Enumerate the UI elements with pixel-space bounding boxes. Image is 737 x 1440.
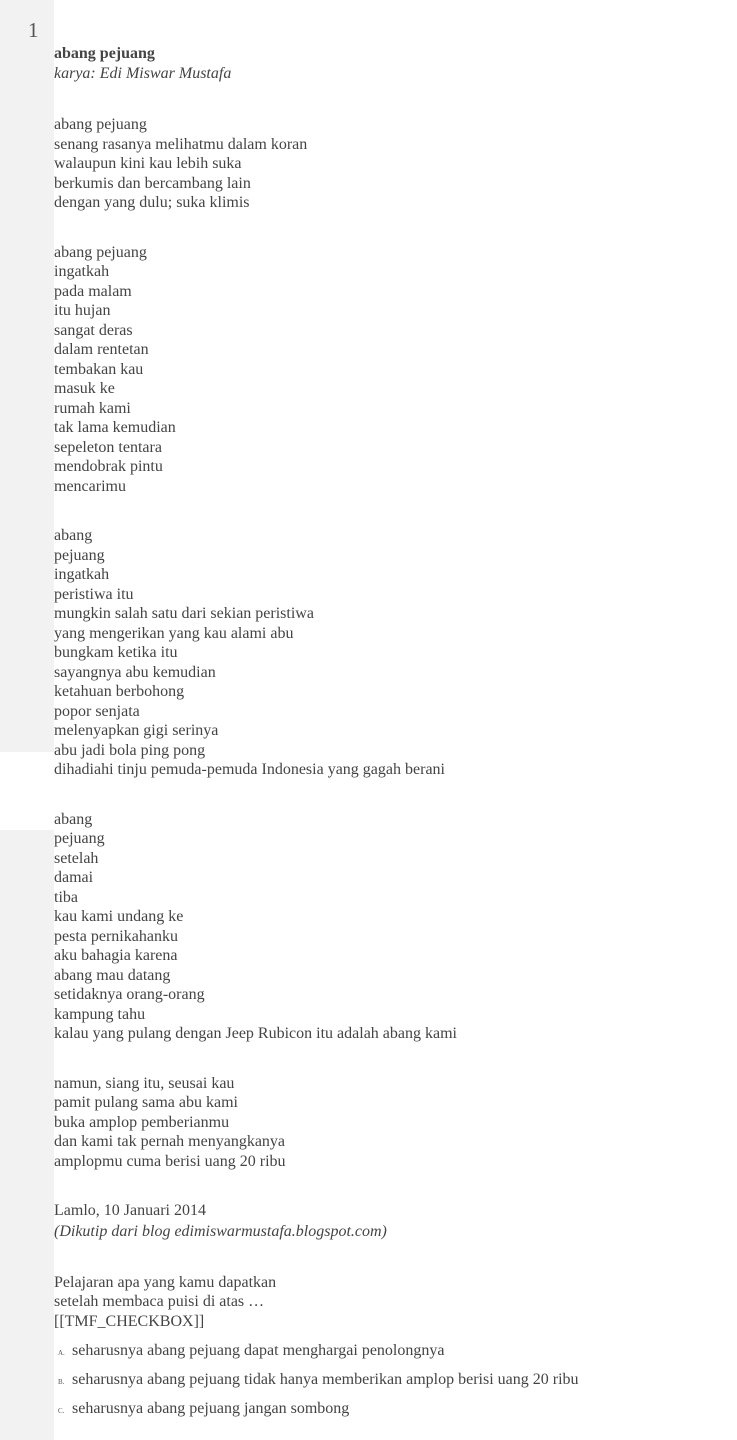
poem-line: buka amplop pemberianmu xyxy=(54,1113,230,1131)
poem-line: mencarimu xyxy=(54,477,126,495)
poem-line: mendobrak pintu xyxy=(54,458,163,475)
poem-line: pamit pulang sama abu kami xyxy=(54,1094,238,1111)
question-prompt xyxy=(54,1273,724,1332)
question-line: setelah membaca puisi di atas … xyxy=(54,1293,265,1310)
option-text: seharusnya abang pejuang tidak hanya memberikan amplop berisi uang 20 ribu xyxy=(72,1371,579,1388)
poem-line: kampung tahu xyxy=(54,1005,146,1023)
poem-title: abang pejuang xyxy=(54,45,155,62)
poem-line: dan kami tak pernah menyangkanya xyxy=(54,1133,286,1150)
poem-stanza xyxy=(54,810,724,1044)
poem-line: berkumis dan bercambang lain xyxy=(54,174,251,192)
poem-meta xyxy=(54,1201,724,1243)
poem-line: aku bahagia karena xyxy=(54,947,178,964)
poem-line: damai xyxy=(54,869,94,886)
poem-line: pada malam xyxy=(54,282,132,300)
poem-line: tak lama kemudian xyxy=(54,419,176,436)
poem-stanza xyxy=(54,1074,724,1172)
left-gutter-gap xyxy=(0,752,54,830)
poem-line: itu hujan xyxy=(54,302,111,319)
poem-line: ingatkah xyxy=(54,566,110,583)
poem-line: abang xyxy=(54,527,93,544)
answer-option-b[interactable] xyxy=(54,1370,724,1399)
poem-line: popor senjata xyxy=(54,702,140,720)
answer-options xyxy=(54,1341,724,1428)
poem-line: dalam rentetan xyxy=(54,341,149,358)
poem-line: setidaknya orang-orang xyxy=(54,986,205,1003)
poem-line: yang mengerikan yang kau alami abu xyxy=(54,624,294,642)
poem-line: dihadiahi tinju pemuda-pemuda Indonesia yang gagah berani xyxy=(54,761,445,778)
poem-line: bungkam ketika itu xyxy=(54,644,178,661)
poem-line: ingatkah xyxy=(54,263,110,280)
poem-line: dengan yang dulu; suka klimis xyxy=(54,194,250,211)
poem-line: sepeleton tentara xyxy=(54,438,162,456)
poem-line: abang xyxy=(54,810,93,828)
poem-line: mungkin salah satu dari sekian peristiwa xyxy=(54,605,314,622)
question-number: 1 xyxy=(28,18,39,42)
poem-line: sangat deras xyxy=(54,321,133,339)
poem-line: namun, siang itu, seusai kau xyxy=(54,1074,235,1092)
poem-source: (Dikutip dari blog edimiswarmustafa.blogspot.com) xyxy=(54,1222,387,1240)
poem-line: abang mau datang xyxy=(54,966,171,984)
poem-line: ketahuan berbohong xyxy=(54,683,185,700)
poem-line: abang pejuang xyxy=(54,116,147,133)
poem-line: tembakan kau xyxy=(54,360,144,378)
poem-line: peristiwa itu xyxy=(54,585,134,603)
poem-line: rumah kami xyxy=(54,399,131,417)
poem-line: abang pejuang xyxy=(54,243,147,261)
poem-line: melenyapkan gigi serinya xyxy=(54,722,219,739)
option-letter: A. xyxy=(58,1349,65,1357)
question-content xyxy=(54,44,724,1428)
poem-stanza xyxy=(54,526,724,780)
answer-option-c[interactable] xyxy=(54,1399,724,1428)
poem-line: pejuang xyxy=(54,830,105,847)
option-letter: B. xyxy=(58,1378,65,1386)
poem-line: pesta pernikahanku xyxy=(54,927,178,945)
poem-line: sayangnya abu kemudian xyxy=(54,663,216,681)
option-text: seharusnya abang pejuang dapat menghargai penolongnya xyxy=(72,1342,445,1359)
answer-option-a[interactable] xyxy=(54,1341,724,1370)
poem-stanza xyxy=(54,243,724,497)
poem-line: walaupun kini kau lebih suka xyxy=(54,155,242,172)
checkbox-placeholder: [[TMF_CHECKBOX]] xyxy=(54,1312,205,1330)
option-text: seharusnya abang pejuang jangan sombong xyxy=(72,1400,350,1417)
poem-author: karya: Edi Miswar Mustafa xyxy=(54,65,232,82)
left-gutter xyxy=(0,0,54,752)
poem-line: pejuang xyxy=(54,546,105,564)
place-date: Lamlo, 10 Januari 2014 xyxy=(54,1202,206,1219)
poem-line: masuk ke xyxy=(54,380,115,397)
poem-line: tiba xyxy=(54,888,78,906)
poem-line: setelah xyxy=(54,849,99,867)
poem-line: amplopmu cuma berisi uang 20 ribu xyxy=(54,1152,286,1170)
poem-line: abu jadi bola ping pong xyxy=(54,741,206,759)
poem-body xyxy=(54,115,724,1171)
poem-line: senang rasanya melihatmu dalam koran xyxy=(54,135,308,153)
poem-line: kalau yang pulang dengan Jeep Rubicon itu adalah abang kami xyxy=(54,1025,457,1042)
left-gutter-lower xyxy=(0,830,54,1440)
question-line: Pelajaran apa yang kamu dapatkan xyxy=(54,1273,277,1291)
option-letter: C. xyxy=(58,1407,65,1415)
poem-stanza xyxy=(54,115,724,213)
poem-line: kau kami undang ke xyxy=(54,908,184,925)
